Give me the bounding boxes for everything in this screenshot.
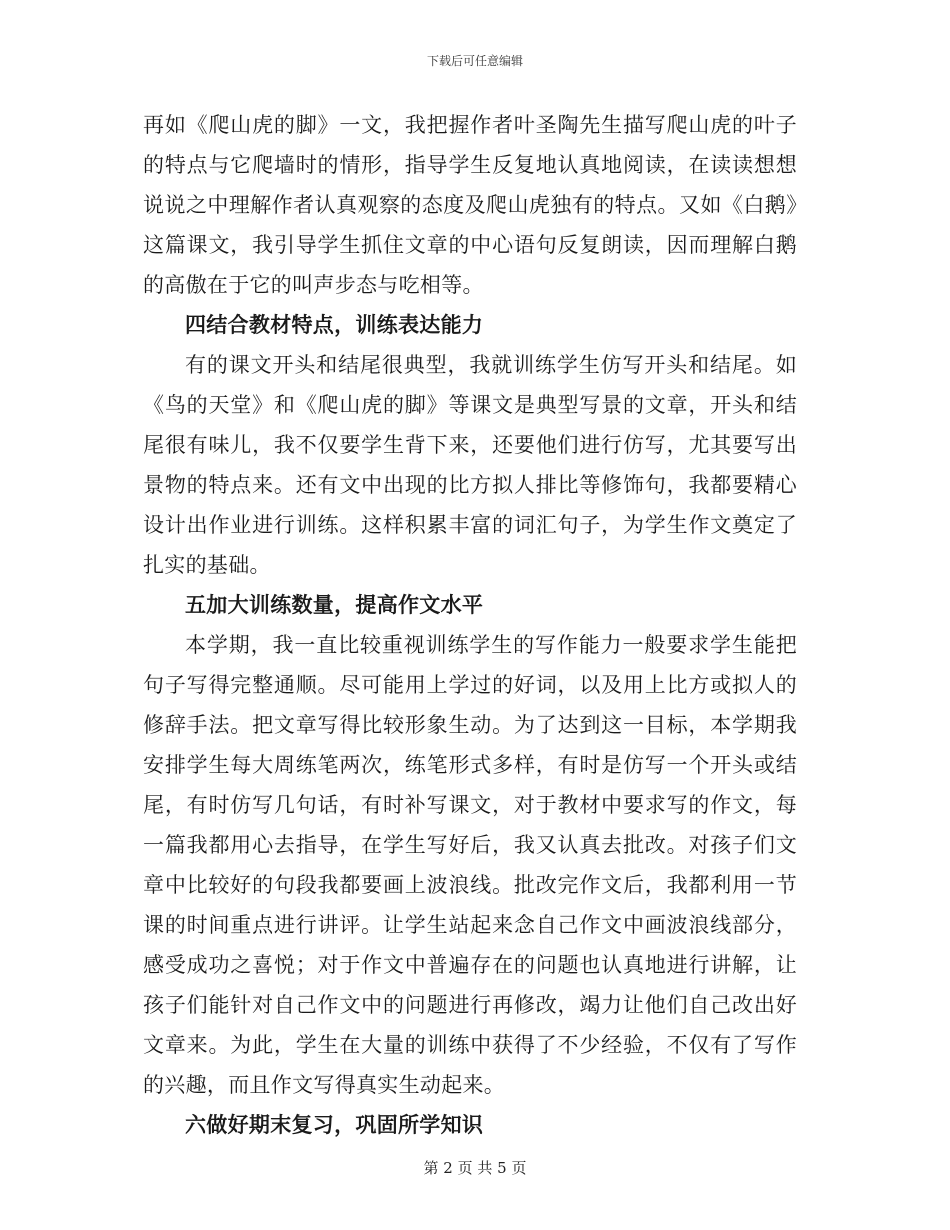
- page-header-note: 下载后可任意编辑: [426, 54, 523, 68]
- page-number-footer: 第 2 页 共 5 页: [423, 1159, 527, 1177]
- paragraph-writing-practice: 本学期，我一直比较重视训练学生的写作能力一般要求学生能把句子写得完整通顺。尽可能用上学过的好词，以及用上比方或拟人的修辞手法。把文章写得比较形象生动。为了达到这一目标，本学期我安排学生每大周练笔两次，练笔形式多样，有时是仿写一个开头或结尾，有时仿写几句话，有时补写课文，对于教材中要求写的作文，每一篇我都用心去指导，在学生写好后，我又认真去批改。对孩子们文章中比较好的句段我都要画上波浪线。批改完作文后，我都利用一节课的时间重点进行讲评。让学生站起来念自己作文中画波浪线部分，感受成功之喜悦；对于作文中普遍存在的问题也认真地进行讲解，让孩子们能针对自己作文中的问题进行再修改，竭力让他们自己改出好文章来。为此，学生在大量的训练中获得了不少经验，不仅有了写作的兴趣，而且作文写得真实生动起来。: [143, 633, 797, 1097]
- section-heading-6: 六做好期末复习，巩固所学知识: [185, 1112, 484, 1137]
- paragraph-imitation-writing: 有的课文开头和结尾很典型，我就训练学生仿写开头和结尾。如《鸟的天堂》和《爬山虎的脚》等课文是典型写景的文章，开头和结尾很有味儿，我不仅要学生背下来，还要他们进行仿写，尤其要写出景物的特点来。还有文中出现的比方拟人排比等修饰句，我都要精心设计出作业进行训练。这样积累丰富的词汇句子，为学生作文奠定了扎实的基础。: [143, 353, 797, 577]
- section-heading-4: 四结合教材特点，训练表达能力: [185, 312, 484, 337]
- section-heading-5: 五加大训练数量，提高作文水平: [185, 592, 484, 617]
- document-body: [143, 105, 797, 1145]
- paragraph-pashanhu: 再如《爬山虎的脚》一文，我把握作者叶圣陶先生描写爬山虎的叶子的特点与它爬墙时的情形，指导学生反复地认真地阅读，在读读想想说说之中理解作者认真观察的态度及爬山虎独有的特点。又如《白鹅》这篇课文，我引导学生抓住文章的中心语句反复朗读，因而理解白鹅的高傲在于它的叫声步态与吃相等。: [143, 113, 797, 297]
